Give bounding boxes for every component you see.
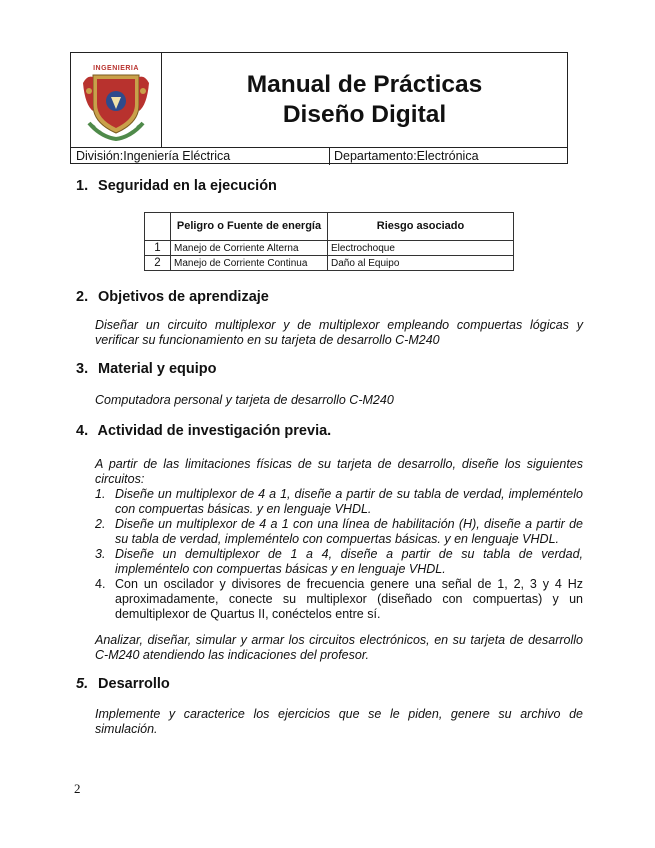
section-title: Material y equipo — [98, 361, 217, 377]
section-2-text: Diseñar un circuito multiplexor y de multiplexor empleando compuertas lógicas y verificar su funcionamiento en su tarjeta de desarrollo C-M240 — [95, 318, 583, 347]
section-2-heading — [76, 289, 269, 305]
title-line-1: Manual de Prácticas — [246, 71, 483, 98]
table-cell: 1 — [145, 241, 171, 256]
list-item — [95, 547, 583, 577]
section-number: 2. — [76, 289, 89, 305]
table-cell: Manejo de Corriente Alterna — [171, 241, 328, 256]
table-row — [145, 241, 514, 256]
section-5-text: Implemente y caracterice los ejercicios que se le piden, genere su archivo de simulación. — [95, 707, 583, 736]
section-3-text: Computadora personal y tarjeta de desarrollo C-M240 — [95, 393, 394, 407]
risk-table — [144, 212, 514, 271]
table-row — [145, 256, 514, 271]
table-header-cell — [145, 213, 171, 241]
table-header-cell: Riesgo asociado — [328, 213, 514, 241]
department-label: Departamento:Electrónica — [329, 148, 479, 165]
section-title: Objetivos de aprendizaje — [98, 289, 269, 305]
list-item-text: Con un oscilador y divisores de frecuencia genere una señal de 1, 2, 3 y 4 Hz aproximadamente, conecte su multiplexor (diseñado con compuertas) y un demultiplexor de Quartus II, conéctelos entre sí. — [115, 577, 583, 621]
list-item-number: 4. — [95, 577, 106, 591]
page-number: 2 — [74, 781, 81, 796]
section-title: Seguridad en la ejecución — [98, 178, 277, 194]
table-cell: 2 — [145, 256, 171, 271]
table-cell: Electrochoque — [328, 241, 514, 256]
list-item-text: Diseñe un demultiplexor de 1 a 4, diseñe a partir de su tabla de verdad, impleméntelo con compuertas básicas y en lenguaje VHDL. — [115, 547, 583, 576]
table-cell: Manejo de Corriente Continua — [171, 256, 328, 271]
section-4-intro: A partir de las limitaciones físicas de su tarjeta de desarrollo, diseñe los siguientes circuitos: — [95, 457, 583, 486]
logo-cell — [71, 53, 162, 147]
research-list — [95, 487, 583, 622]
list-item-number: 2. — [95, 517, 106, 531]
list-item-number: 1. — [95, 487, 106, 501]
section-number: 4. — [76, 423, 89, 439]
table-cell: Daño al Equipo — [328, 256, 514, 271]
list-item — [95, 487, 583, 517]
list-item-text: Diseñe un multiplexor de 4 a 1 con una línea de habilitación (H), diseñe a partir de su tabla de verdad, impleméntelo con compuertas básicas. y en lenguaje VHDL. — [115, 517, 583, 546]
manual-header — [70, 52, 568, 164]
section-number: 1. — [76, 178, 89, 194]
table-header-cell: Peligro o Fuente de energía — [171, 213, 328, 241]
section-title: Desarrollo — [98, 676, 170, 692]
manual-title — [162, 53, 567, 147]
section-5-heading — [76, 676, 170, 692]
list-item-text: Diseñe un multiplexor de 4 a 1, diseñe a partir de su tabla de verdad, impleméntelo con compuertas básicas. y en lenguaje VHDL. — [115, 487, 583, 516]
section-1-heading — [76, 178, 277, 194]
section-title: Actividad de investigación previa. — [97, 423, 332, 439]
section-4-heading — [76, 423, 331, 439]
list-item — [95, 517, 583, 547]
section-number: 3. — [76, 361, 89, 377]
list-item-number: 3. — [95, 547, 106, 561]
table-header-row — [145, 213, 514, 241]
header-info-row — [71, 147, 567, 165]
section-4-closing: Analizar, diseñar, simular y armar los circuitos electrónicos, en su tarjeta de desarrollo C-M240 atendiendo las indicaciones del profesor. — [95, 633, 583, 662]
svg-text:INGENIERIA: INGENIERIA — [93, 65, 139, 72]
title-line-2: Diseño Digital — [282, 101, 447, 128]
list-item — [95, 577, 583, 622]
engineering-faculty-logo — [71, 53, 161, 146]
section-number: 5. — [76, 676, 89, 692]
division-label: División:Ingeniería Eléctrica — [76, 149, 231, 163]
section-3-heading — [76, 361, 216, 377]
